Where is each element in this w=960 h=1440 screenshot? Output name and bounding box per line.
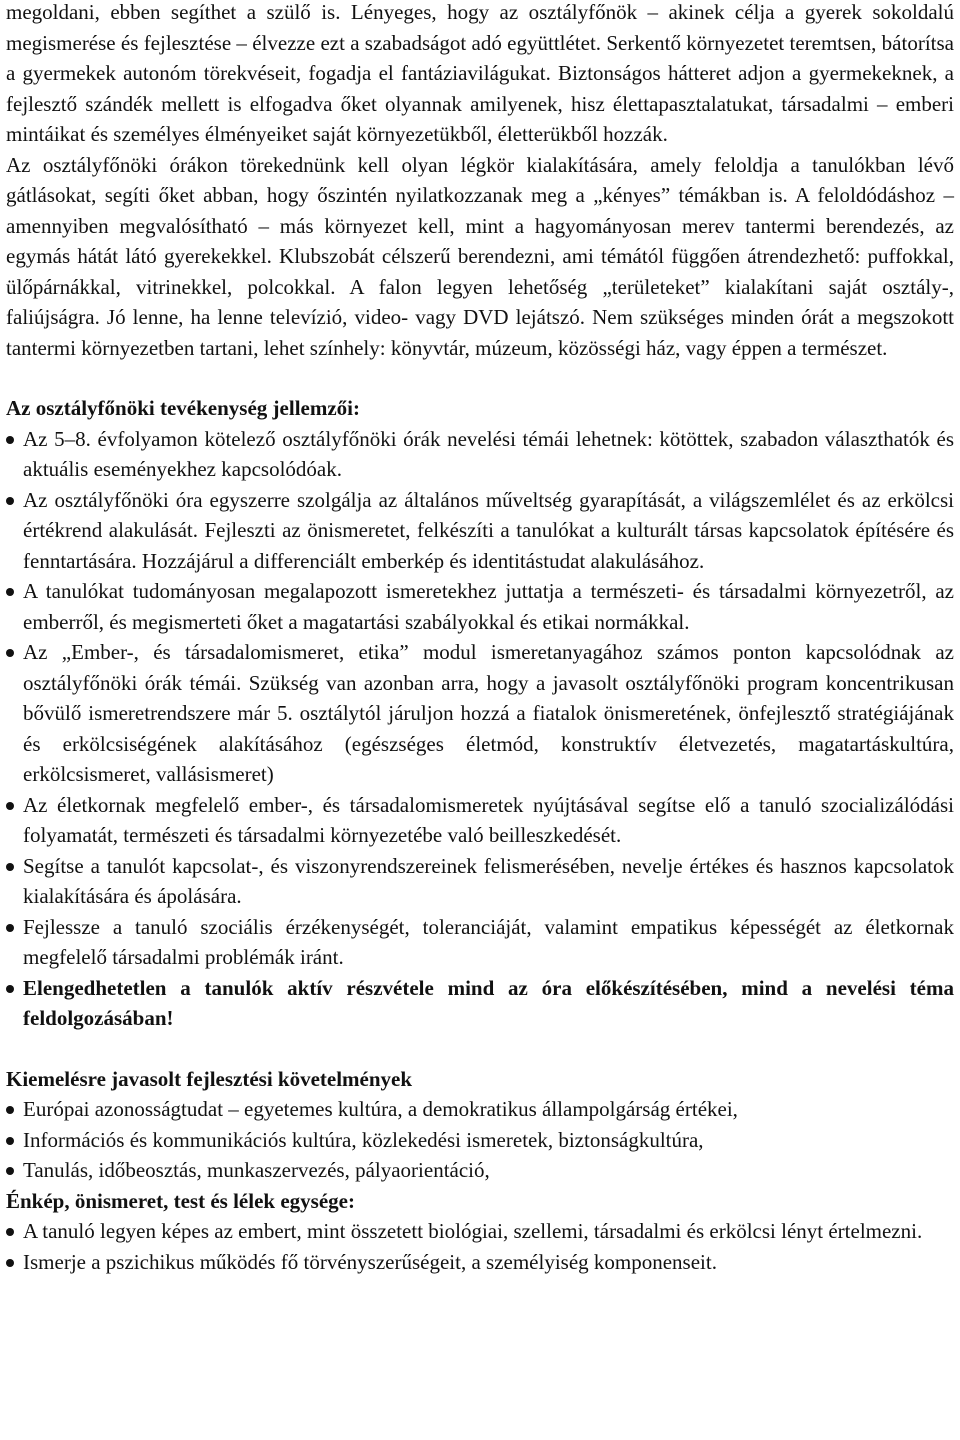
- bullet-icon: [6, 436, 14, 444]
- list-item-text: Tanulás, időbeosztás, munkaszervezés, pályaorientáció,: [23, 1158, 490, 1182]
- list-item: [6, 1247, 954, 1278]
- list-item: [6, 1216, 954, 1247]
- list-item: [6, 424, 954, 485]
- self-image-list: [6, 1216, 954, 1277]
- bullet-icon: [6, 497, 14, 505]
- list-item-text: Információs és kommunikációs kultúra, közlekedési ismeretek, biztonságkultúra,: [23, 1127, 704, 1152]
- bullet-icon: [6, 1106, 14, 1114]
- bullet-icon: [6, 1137, 14, 1145]
- list-item-text: Elengedhetetlen a tanulók aktív részvétele mind az óra előkészítésében, mind a nevelési téma feldolgozásában!: [23, 975, 954, 1030]
- spacer: [6, 1034, 954, 1064]
- bullet-icon: [6, 1167, 14, 1175]
- requirements-list: [6, 1094, 954, 1186]
- list-item-text: Az életkornak megfelelő ember-, és társadalomismeretek nyújtásával segítse elő a tanuló szocializálódási folyamatát, természeti és társadalmi környezetébe való beilleszkedését.: [23, 792, 954, 847]
- bullet-icon: [6, 1228, 14, 1236]
- bullet-icon: [6, 588, 14, 596]
- bullet-icon: [6, 924, 14, 932]
- list-item: [6, 790, 954, 851]
- section-heading-requirements: Kiemelésre javasolt fejlesztési követelmények: [6, 1066, 413, 1091]
- list-item: [6, 912, 954, 973]
- section-heading-self-image: Énkép, önismeret, test és lélek egysége:: [6, 1188, 355, 1213]
- list-item: [6, 1094, 954, 1125]
- bullet-icon: [6, 802, 14, 810]
- list-item: [6, 1125, 954, 1156]
- list-item: [6, 637, 954, 790]
- paragraph-intro: megoldani, ebben segíthet a szülő is. Lényeges, hogy az osztályfőnök – akinek célja a gyerek sokoldalú megismerése és fejlesztése – élvezze ezt a szabadságot adó együttlétet. Serkentő környezetet teremtsen, bátorítsa a gyermekek autonóm törekvéseit, fogadja el fantáziavilágukat. Biztonságos hátteret adjon a gyermekeknek, a fejlesztő szándék mellett is elfogadva őket olyannak amilyenek, hisz élettapasztalatukat, társadalmi – emberi mintáikat és személyes élményeiket saját környezetükből, életterükből hozzák.: [6, 0, 954, 146]
- list-item: [6, 576, 954, 637]
- list-item-emphasis: [6, 973, 954, 1034]
- section-heading-characteristics: Az osztályfőnöki tevékenység jellemzői:: [6, 396, 360, 420]
- list-item-text: Az „Ember-, és társadalomismeret, etika” modul ismeretanyagához számos ponton kapcsolódnak az osztályfőnöki órák témái. Szükség van azonban arra, hogy a javasolt osztályfőnöki program koncentrikusan bővülő ismeretrendszere már 5. osztálytól járuljon hozzá a fiatalok önismeretének, önfejlesztő stratégiájának és erkölcsiségének alakításához (egészséges életmód, konstruktív életvezetés, magatartáskultúra, erkölcsismeret, vallásismeret): [23, 640, 954, 786]
- list-item-text: Az 5–8. évfolyamon kötelező osztályfőnöki órák nevelési témái lehetnek: kötöttek, szabadon választhatók és aktuális eseményekhez kapcsolódóak.: [23, 426, 954, 481]
- document-page: [6, 0, 954, 1277]
- list-item: [6, 851, 954, 912]
- bullet-icon: [6, 649, 14, 657]
- list-item: [6, 485, 954, 577]
- list-item-text: Ismerje a pszichikus működés fő törvényszerűségeit, a személyiség komponenseit.: [23, 1249, 717, 1274]
- characteristics-list: [6, 424, 954, 1034]
- bullet-icon: [6, 1259, 14, 1267]
- list-item-text: Európai azonosságtudat – egyetemes kultúra, a demokratikus állampolgárság értékei,: [23, 1097, 738, 1121]
- spacer: [6, 363, 954, 393]
- list-item-text: A tanuló legyen képes az embert, mint összetett biológiai, szellemi, társadalmi és erkölcsi lényt értelmezni.: [23, 1219, 923, 1243]
- list-item: [6, 1155, 954, 1186]
- list-item-text: Segítse a tanulót kapcsolat-, és viszonyrendszereinek felismerésében, nevelje értékes és hasznos kapcsolatok kialakítására és ápolására.: [23, 853, 954, 908]
- paragraph-classroom: Az osztályfőnöki órákon törekednünk kell olyan légkör kialakítására, amely feloldja a tanulókban lévő gátlásokat, segíti őket abban, hogy őszintén nyilatkozzanak meg a „kényes” témákban is. A feloldódáshoz – amennyiben megvalósítható – más környezet kell, mint a hagyományosan merev tantermi berendezés, az egymás hátát látó gyerekekkel. Klubszobát célszerű berendezni, ami témától függően átrendezhető: puffokkal, ülőpárnákkal, vitrinekkel, polcokkal. A falon legyen lehetőség „területeket” kialakítani saját osztály-, faliújságra. Jó lenne, ha lenne televízió, video- vagy DVD lejátszó. Nem szükséges minden órát a megszokott tantermi környezetben tartani, lehet színhely: könyvtár, múzeum, közösségi ház, vagy éppen a természet.: [6, 152, 954, 360]
- bullet-icon: [6, 863, 14, 871]
- list-item-text: A tanulókat tudományosan megalapozott ismeretekhez juttatja a természeti- és társadalmi környezetről, az emberről, és megismerteti őket a magatartási szabályokkal és etikai normákkal.: [23, 579, 954, 634]
- list-item-text: Az osztályfőnöki óra egyszerre szolgálja az általános műveltség gyarapítását, a világszemlélet és az erkölcsi értékrend alakulását. Fejleszti az önismeretet, felkészíti a tanulókat a kulturált társas kapcsolatok építésére és fenntartására. Hozzájárul a differenciált emberkép és identitástudat alakulásához.: [23, 487, 954, 573]
- list-item-text: Fejlessze a tanuló szociális érzékenységét, toleranciáját, valamint empatikus képességét az életkornak megfelelő társadalmi problémák iránt.: [23, 914, 954, 969]
- bullet-icon: [6, 985, 14, 993]
